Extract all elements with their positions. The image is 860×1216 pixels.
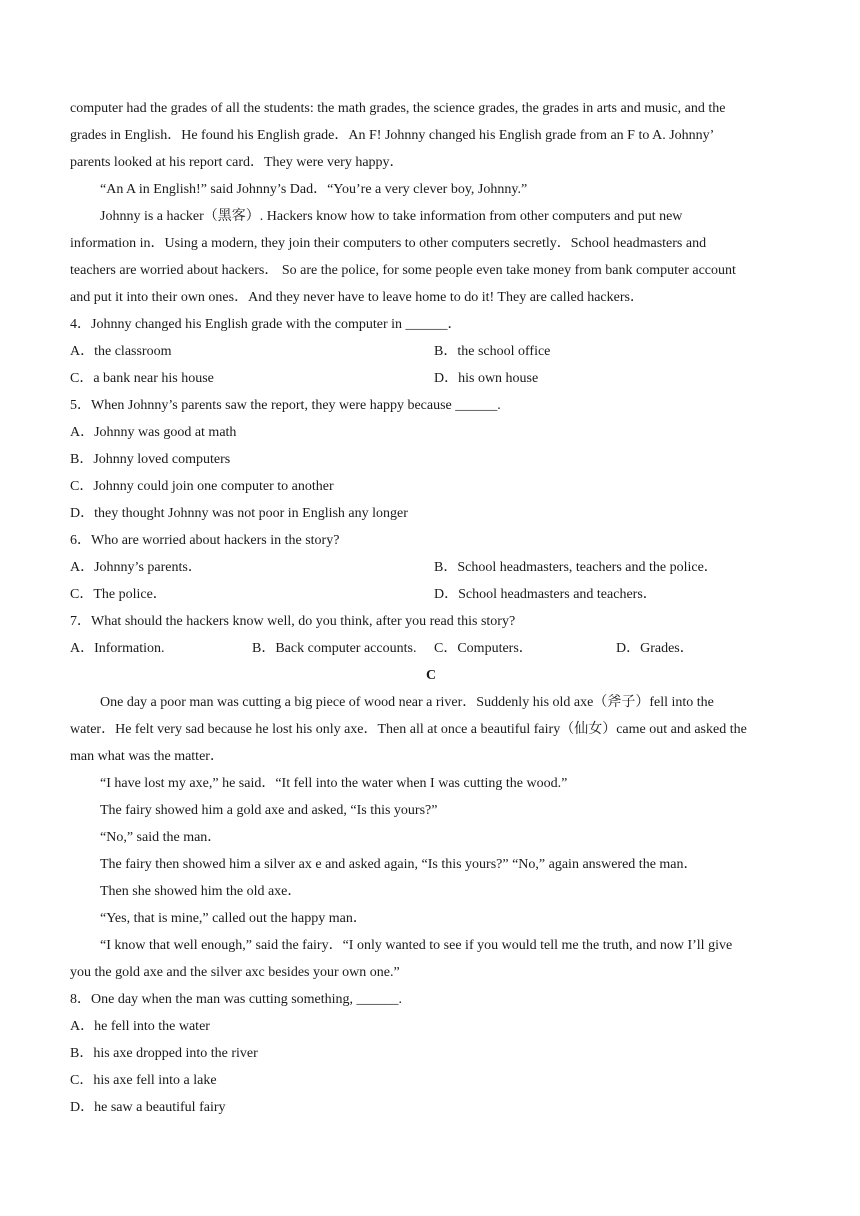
- section-c-heading: C: [425, 668, 437, 683]
- question-7-option-b: B．Back computer accounts.: [252, 641, 417, 656]
- question-8-option-b: B．his axe dropped into the river: [70, 1046, 258, 1061]
- question-8-option-a: A．he fell into the water: [70, 1019, 210, 1034]
- question-5-stem: 5．When Johnny’s parents saw the report, they were happy because ______.: [70, 398, 501, 413]
- passage-line: One day a poor man was cutting a big piece of wood near a river．Suddenly his old axe（斧子）fell into the: [100, 695, 714, 710]
- question-5-option-a: A．Johnny was good at math: [70, 425, 237, 440]
- question-4-option-a: A．the classroom: [70, 344, 172, 359]
- question-4-options-row-2: [70, 365, 792, 392]
- question-4-option-b: B．the school office: [434, 344, 551, 359]
- passage-line: “I have lost my axe,” he said．“It fell into the water when I was cutting the wood.”: [100, 776, 568, 791]
- question-8-option-d: D．he saw a beautiful fairy: [70, 1100, 226, 1115]
- question-4-option-c: C．a bank near his house: [70, 371, 214, 386]
- question-7-stem: 7．What should the hackers know well, do you think, after you read this story?: [70, 614, 516, 629]
- passage-line: man what was the matter．: [70, 749, 224, 764]
- passage-line: parents looked at his report card．They were very happy．: [70, 155, 404, 170]
- question-6-option-b: B．School headmasters, teachers and the police．: [434, 560, 718, 575]
- question-8-option-c: C．his axe fell into a lake: [70, 1073, 217, 1088]
- question-7-options-row: [70, 635, 792, 662]
- document-content: [70, 95, 792, 1121]
- question-5-option-d: D．they thought Johnny was not poor in English any longer: [70, 506, 408, 521]
- passage-line: Johnny is a hacker（黑客）. Hackers know how to take information from other computers and put new: [100, 209, 683, 224]
- passage-line: “I know that well enough,” said the fairy．“I only wanted to see if you would tell me the truth, and now I’ll give: [100, 938, 733, 953]
- passage-line: Then she showed him the old axe．: [100, 884, 302, 899]
- passage-line: “No,” said the man．: [100, 830, 222, 845]
- question-6-option-c: C．The police．: [70, 587, 167, 602]
- passage-line: computer had the grades of all the students: the math grades, the science grades, the grades in arts and music, and the: [70, 101, 726, 116]
- question-8-stem: 8．One day when the man was cutting something, ______.: [70, 992, 403, 1007]
- passage-line: teachers are worried about hackers． So are the police, for some people even take money from bank computer account: [70, 263, 736, 278]
- passage-line: The fairy then showed him a silver ax e and asked again, “Is this yours?” “No,” again answered the man．: [100, 857, 698, 872]
- question-5-option-c: C．Johnny could join one computer to another: [70, 479, 334, 494]
- question-4-option-d: D．his own house: [434, 371, 539, 386]
- question-4-stem: 4．Johnny changed his English grade with the computer in ______．: [70, 317, 462, 332]
- question-6-stem: 6．Who are worried about hackers in the story?: [70, 533, 340, 548]
- question-7-option-c: C．Computers．: [434, 641, 533, 656]
- question-7-option-d: D．Grades．: [616, 641, 694, 656]
- passage-line: grades in English．He found his English grade．An F! Johnny changed his English grade from an F to A. Johnny’: [70, 128, 715, 143]
- question-6-options-row-2: [70, 581, 792, 608]
- question-7-option-a: A．Information.: [70, 641, 165, 656]
- question-6-option-d: D．School headmasters and teachers．: [434, 587, 657, 602]
- passage-line: information in．Using a modern, they join their computers to other computers secretly．School headmasters and: [70, 236, 707, 251]
- passage-line: “An A in English!” said Johnny’s Dad．“You’re a very clever boy, Johnny.”: [100, 182, 528, 197]
- question-5-option-b: B．Johnny loved computers: [70, 452, 231, 467]
- question-6-options-row-1: [70, 554, 792, 581]
- question-4-options-row-1: [70, 338, 792, 365]
- passage-line: The fairy showed him a gold axe and asked, “Is this yours?”: [100, 803, 438, 818]
- question-6-option-a: A．Johnny’s parents．: [70, 560, 202, 575]
- passage-line: and put it into their own ones．And they never have to leave home to do it! They are called hackers．: [70, 290, 644, 305]
- passage-line: you the gold axe and the silver axc besides your own one.”: [70, 965, 400, 980]
- passage-line: “Yes, that is mine,” called out the happy man．: [100, 911, 367, 926]
- passage-line: water．He felt very sad because he lost his only axe．Then all at once a beautiful fairy（仙女）came out and asked the: [70, 722, 747, 737]
